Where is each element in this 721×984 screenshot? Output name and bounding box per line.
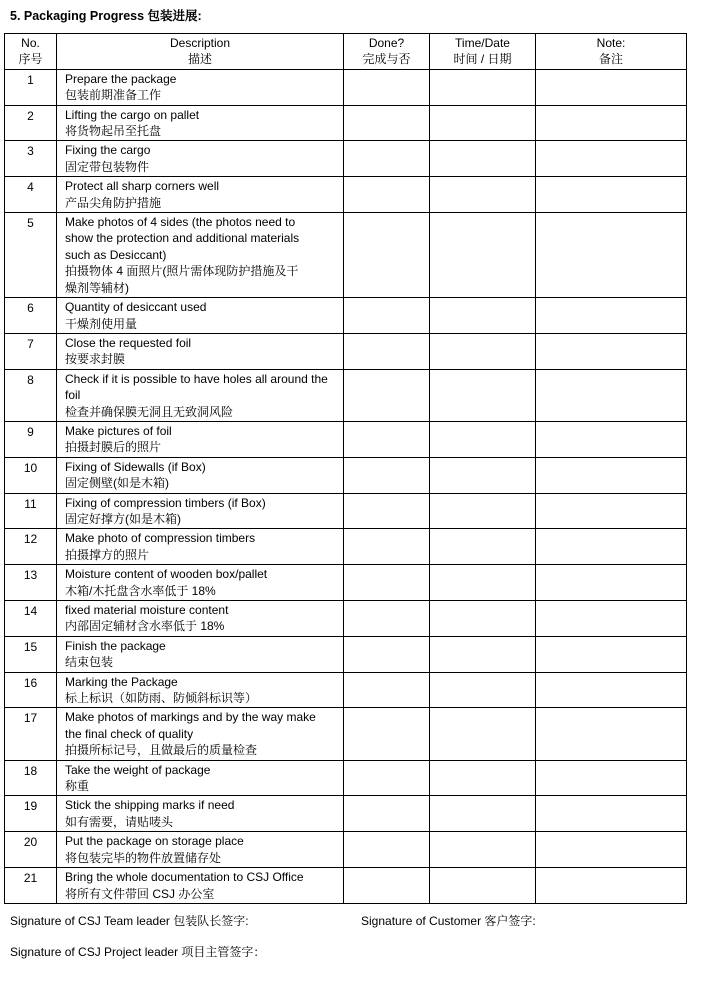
header-note-en: Note: (596, 36, 626, 50)
row-number: 7 (5, 333, 57, 369)
description-line: 固定侧壁(如是木箱) (65, 476, 169, 491)
time-date-cell[interactable] (430, 796, 536, 832)
row-number: 16 (5, 672, 57, 708)
row-number: 20 (5, 832, 57, 868)
description-line: 将货物起吊至托盘 (65, 124, 162, 139)
table-row (5, 601, 687, 637)
done-cell[interactable] (344, 421, 430, 457)
done-cell[interactable] (344, 69, 430, 105)
table-row (5, 213, 687, 298)
row-number: 18 (5, 760, 57, 796)
row-description (57, 177, 344, 213)
header-note-cn: 备注 (598, 52, 623, 67)
row-description (57, 493, 344, 529)
time-date-cell[interactable] (430, 457, 536, 493)
description-line: Check if it is possible to have holes all around the (65, 371, 328, 386)
time-date-cell[interactable] (430, 529, 536, 565)
done-cell[interactable] (344, 832, 430, 868)
table-header-row (5, 34, 687, 70)
time-date-cell[interactable] (430, 672, 536, 708)
description-line: Make pictures of foil (65, 423, 172, 438)
description-line: 固定带包装物件 (65, 159, 150, 174)
note-cell[interactable] (536, 672, 687, 708)
time-date-cell[interactable] (430, 369, 536, 421)
row-description (57, 565, 344, 601)
done-cell[interactable] (344, 141, 430, 177)
description-line: Finish the package (65, 638, 166, 653)
header-no (5, 34, 57, 70)
description-line: 称重 (65, 779, 90, 794)
note-cell[interactable] (536, 333, 687, 369)
time-date-cell[interactable] (430, 760, 536, 796)
row-description (57, 369, 344, 421)
done-cell[interactable] (344, 457, 430, 493)
description-line: 按要求封膜 (65, 352, 126, 367)
row-number: 13 (5, 565, 57, 601)
table-row (5, 868, 687, 904)
row-description (57, 529, 344, 565)
description-line: 检查并确保膜无洞且无致洞风险 (65, 404, 234, 419)
note-cell[interactable] (536, 529, 687, 565)
row-description (57, 796, 344, 832)
description-line: 将所有文件带回 CSJ 办公室 (65, 886, 215, 901)
description-line: Bring the whole documentation to CSJ Office (65, 870, 304, 885)
row-description (57, 636, 344, 672)
done-cell[interactable] (344, 369, 430, 421)
description-line: Moisture content of wooden box/pallet (65, 567, 268, 582)
time-date-cell[interactable] (430, 421, 536, 457)
row-description (57, 832, 344, 868)
table-row (5, 636, 687, 672)
description-line: 固定好撑方(如是木箱) (65, 511, 181, 526)
header-time-date (430, 34, 536, 70)
table-row (5, 708, 687, 760)
section-title: 5. Packaging Progress 包装进展: (10, 9, 202, 23)
row-description (57, 760, 344, 796)
time-date-cell[interactable] (430, 141, 536, 177)
row-description (57, 105, 344, 141)
time-date-cell[interactable] (430, 868, 536, 904)
note-cell[interactable] (536, 457, 687, 493)
done-cell[interactable] (344, 493, 430, 529)
row-number: 10 (5, 457, 57, 493)
row-number: 6 (5, 298, 57, 334)
header-time-en: Time/Date (455, 36, 510, 50)
note-cell[interactable] (536, 421, 687, 457)
table-row (5, 493, 687, 529)
header-description (57, 34, 344, 70)
description-line: 将包装完毕的物件放置储存处 (65, 850, 222, 865)
table-row (5, 796, 687, 832)
description-line: foil (65, 388, 81, 403)
table-row (5, 832, 687, 868)
row-description (57, 333, 344, 369)
note-cell[interactable] (536, 565, 687, 601)
description-line: Make photo of compression timbers (65, 531, 256, 546)
done-cell[interactable] (344, 529, 430, 565)
description-line: 产品尖角防护措施 (65, 195, 162, 210)
row-number: 17 (5, 708, 57, 760)
header-desc-en: Description (169, 36, 231, 50)
header-note (536, 34, 687, 70)
note-cell[interactable] (536, 177, 687, 213)
table-row (5, 457, 687, 493)
time-date-cell[interactable] (430, 69, 536, 105)
table-row (5, 529, 687, 565)
description-line: Prepare the package (65, 71, 177, 86)
table-row (5, 333, 687, 369)
note-cell[interactable] (536, 636, 687, 672)
note-cell[interactable] (536, 493, 687, 529)
time-date-cell[interactable] (430, 832, 536, 868)
header-done-en: Done? (368, 36, 405, 50)
row-number: 14 (5, 601, 57, 637)
done-cell[interactable] (344, 868, 430, 904)
table-row (5, 421, 687, 457)
done-cell[interactable] (344, 708, 430, 760)
done-cell[interactable] (344, 333, 430, 369)
row-number: 15 (5, 636, 57, 672)
row-number: 8 (5, 369, 57, 421)
description-line: 内部固定辅材含水率低于 18% (65, 619, 225, 634)
description-line: Close the requested foil (65, 335, 192, 350)
description-line: fixed material moisture content (65, 603, 229, 617)
description-line: Make photos of 4 sides (the photos need to (65, 215, 296, 230)
team-leader-signature-label: Signature of CSJ Team leader 包装队长签字: (10, 914, 249, 928)
row-description (57, 672, 344, 708)
time-date-cell[interactable] (430, 177, 536, 213)
time-date-cell[interactable] (430, 565, 536, 601)
row-number: 4 (5, 177, 57, 213)
row-number: 5 (5, 213, 57, 298)
description-line: Protect all sharp corners well (65, 179, 220, 194)
note-cell[interactable] (536, 213, 687, 298)
description-line: 包装前期准备工作 (65, 88, 162, 103)
description-line: Put the package on storage place (65, 834, 244, 849)
time-date-cell[interactable] (430, 636, 536, 672)
row-number: 12 (5, 529, 57, 565)
note-cell[interactable] (536, 369, 687, 421)
description-line: 燥剂等辅材) (65, 280, 129, 295)
row-number: 3 (5, 141, 57, 177)
row-description (57, 69, 344, 105)
description-line: 拍摄所标记号，且做最后的质量检查 (65, 743, 258, 758)
header-no-cn: 序号 (18, 52, 43, 67)
done-cell[interactable] (344, 177, 430, 213)
note-cell[interactable] (536, 69, 687, 105)
packaging-progress-table (4, 33, 687, 904)
description-line: Lifting the cargo on pallet (65, 107, 200, 122)
time-date-cell[interactable] (430, 333, 536, 369)
description-line: Take the weight of package (65, 762, 211, 777)
description-line: Fixing of Sidewalls (if Box) (65, 459, 206, 474)
time-date-cell[interactable] (430, 493, 536, 529)
description-line: 木箱/木托盘含水率低于 18% (65, 583, 216, 598)
row-number: 2 (5, 105, 57, 141)
header-time-cn: 时间 / 日期 (453, 52, 512, 67)
row-description (57, 457, 344, 493)
note-cell[interactable] (536, 760, 687, 796)
done-cell[interactable] (344, 298, 430, 334)
row-number: 21 (5, 868, 57, 904)
description-line: 拍摄撑方的照片 (65, 547, 150, 562)
done-cell[interactable] (344, 105, 430, 141)
project-leader-signature-label: Signature of CSJ Project leader 项目主管签字： (10, 945, 266, 959)
done-cell[interactable] (344, 672, 430, 708)
description-line: 拍摄物体 4 面照片(照片需体现防护措施及干 (65, 264, 299, 279)
description-line: such as Desiccant) (65, 247, 167, 262)
description-line: 如有需要，请贴唛头 (65, 814, 174, 829)
row-description (57, 868, 344, 904)
note-cell[interactable] (536, 868, 687, 904)
note-cell[interactable] (536, 832, 687, 868)
done-cell[interactable] (344, 213, 430, 298)
description-line: 结束包装 (65, 655, 114, 670)
note-cell[interactable] (536, 298, 687, 334)
time-date-cell[interactable] (430, 708, 536, 760)
note-cell[interactable] (536, 601, 687, 637)
row-description (57, 601, 344, 637)
customer-signature-label: Signature of Customer 客户签字: (361, 914, 536, 928)
description-line: 标上标识（如防雨、防倾斜标识等） (65, 691, 258, 706)
table-row (5, 672, 687, 708)
time-date-cell[interactable] (430, 105, 536, 141)
header-desc-cn: 描述 (187, 52, 212, 67)
description-line: 干燥剂使用量 (65, 316, 138, 331)
description-line: Marking the Package (65, 674, 178, 689)
done-cell[interactable] (344, 760, 430, 796)
description-line: Quantity of desiccant used (65, 300, 207, 315)
row-number: 11 (5, 493, 57, 529)
table-row (5, 141, 687, 177)
done-cell[interactable] (344, 601, 430, 637)
description-line: Make photos of markings and by the way make (65, 710, 316, 725)
table-row (5, 105, 687, 141)
time-date-cell[interactable] (430, 213, 536, 298)
time-date-cell[interactable] (430, 601, 536, 637)
done-cell[interactable] (344, 636, 430, 672)
header-no-en: No. (21, 36, 40, 50)
table-row (5, 565, 687, 601)
description-line: 拍摄封膜后的照片 (65, 440, 162, 455)
row-description (57, 298, 344, 334)
description-line: Fixing the cargo (65, 143, 151, 158)
header-done (344, 34, 430, 70)
description-line: Fixing of compression timbers (if Box) (65, 495, 266, 510)
table-row (5, 760, 687, 796)
note-cell[interactable] (536, 105, 687, 141)
note-cell[interactable] (536, 796, 687, 832)
row-description (57, 708, 344, 760)
table-row (5, 69, 687, 105)
row-number: 9 (5, 421, 57, 457)
done-cell[interactable] (344, 796, 430, 832)
description-line: Stick the shipping marks if need (65, 798, 235, 813)
done-cell[interactable] (344, 565, 430, 601)
table-row (5, 369, 687, 421)
row-number: 19 (5, 796, 57, 832)
description-line: the final check of quality (65, 726, 194, 741)
row-description (57, 213, 344, 298)
time-date-cell[interactable] (430, 298, 536, 334)
table-row (5, 177, 687, 213)
note-cell[interactable] (536, 708, 687, 760)
description-line: show the protection and additional materials (65, 231, 300, 246)
table-row (5, 298, 687, 334)
note-cell[interactable] (536, 141, 687, 177)
row-description (57, 141, 344, 177)
row-number: 1 (5, 69, 57, 105)
row-description (57, 421, 344, 457)
header-done-cn: 完成与否 (362, 52, 411, 67)
